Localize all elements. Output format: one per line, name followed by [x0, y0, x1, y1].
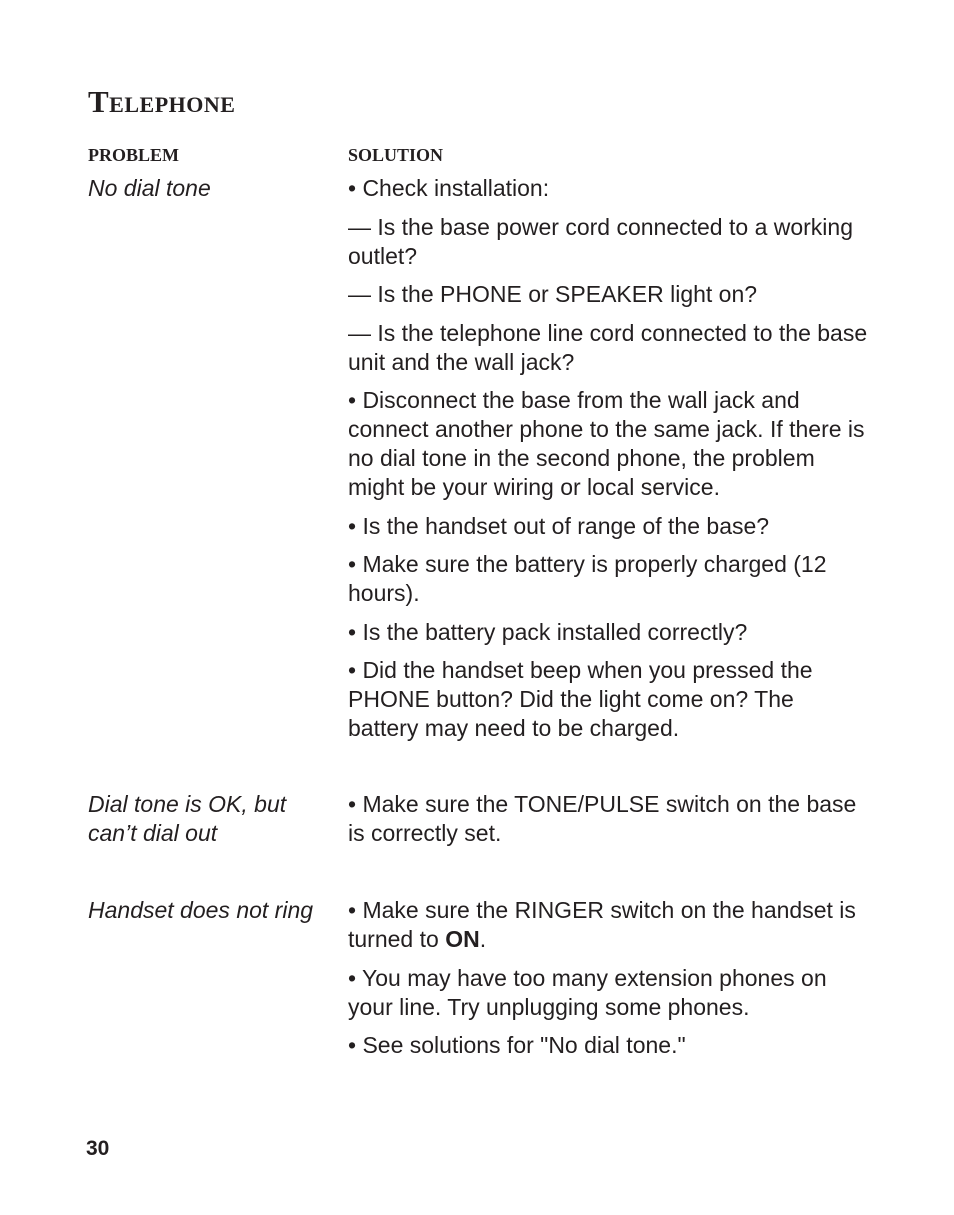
solution-text: • Make sure the RINGER switch on the handset is turned to: [348, 897, 856, 952]
solution-item: • Make sure the TONE/PULSE switch on the base is correctly set.: [348, 791, 857, 846]
solution-item: • Is the handset out of range of the base?: [348, 512, 770, 539]
solution-item: • Make sure the battery is properly charged (12 hours).: [348, 551, 827, 606]
page-number: 30: [86, 1137, 110, 1160]
solution-list: [348, 896, 868, 1070]
solution-list: [348, 174, 868, 753]
problem-text: Dial tone is OK, but can’t dial out: [88, 791, 287, 846]
solution-list: [348, 790, 868, 858]
solution-item: [348, 896, 868, 954]
solution-text: .: [479, 926, 487, 952]
solution-item: — Is the PHONE or SPEAKER light on?: [348, 281, 758, 307]
solution-item: • Did the handset beep when you pressed the PHONE button? Did the light come on? The battery may need to be charged.: [348, 657, 813, 741]
solution-item: — Is the telephone line cord connected to the base unit and the wall jack?: [348, 319, 868, 375]
solution-item: — Is the base power cord connected to a working outlet?: [348, 213, 854, 269]
solution-column-header: SOLUTION: [348, 145, 444, 165]
ringer-on-emphasis: ON: [445, 926, 480, 952]
solution-item: • Is the battery pack installed correctly?: [348, 618, 748, 645]
solution-item: • Disconnect the base from the wall jack and connect another phone to the same jack. If there is no dial tone in the second phone, the problem might be your wiring or local service.: [348, 387, 865, 500]
solution-item: • Check installation:: [348, 175, 550, 201]
problem-text: No dial tone: [88, 175, 211, 201]
problem-column-header: PROBLEM: [88, 145, 180, 165]
solution-item: • You may have too many extension phones on your line. Try unplugging some phones.: [348, 964, 827, 1020]
solution-item: • See solutions for "No dial tone.": [348, 1032, 686, 1058]
problem-text: Handset does not ring: [88, 897, 314, 923]
page-title: Telephone: [88, 84, 236, 119]
